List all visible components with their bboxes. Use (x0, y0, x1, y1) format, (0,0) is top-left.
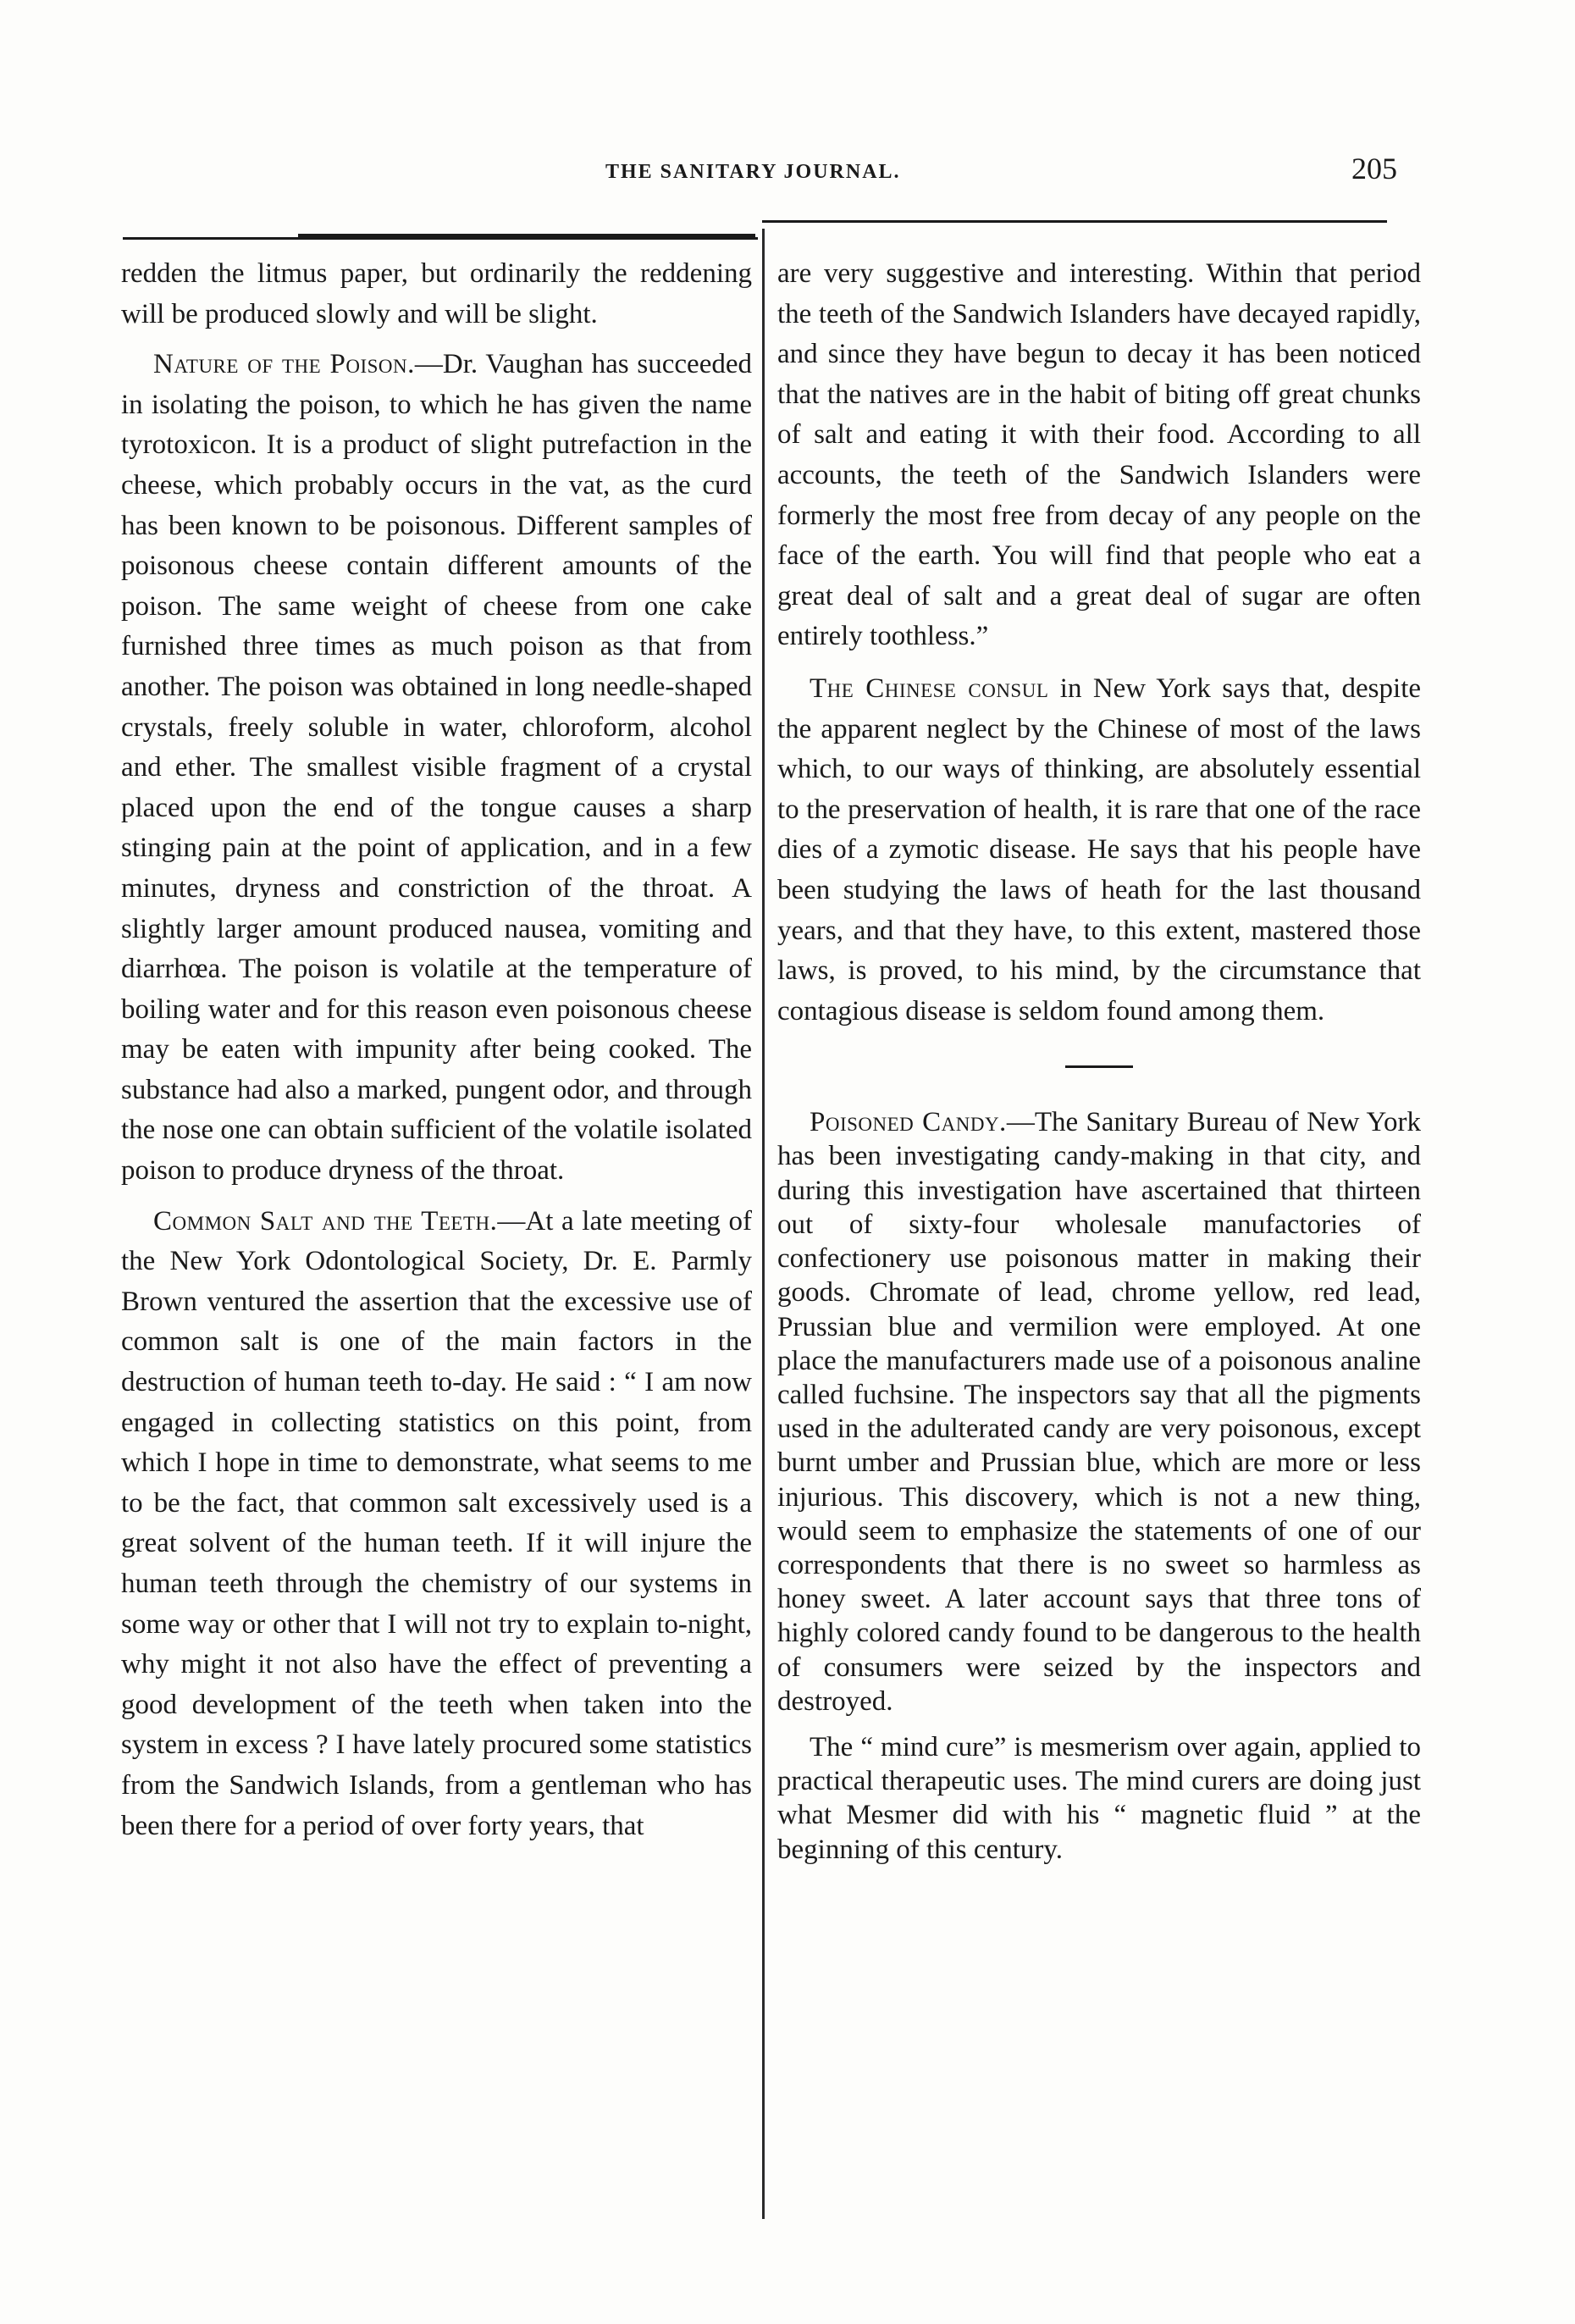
paragraph-text: redden the litmus paper, but ordinarily the reddening will be produced slowly and will be slight. (121, 258, 752, 329)
journal-title: THE SANITARY JOURNAL. (605, 161, 901, 183)
section-heading-poisoned-candy: Poisoned Candy. (810, 1107, 1007, 1138)
paragraph-text: —The Sanitary Bureau of New York has been investigating candy-making in that city, and during this investigation have ascertained that thirteen out of sixty-four wholesale manufactories of confectionery use poisonous matter in making their goods. Chromate of lead, chrome yellow, red lead, Prussian blue and vermilion were employed. At one place the manufacturers made use of a poisonous analine called fuchsine. The inspectors say that all the pigments used in the adulterated candy are very poisonous, except burnt umber and Prussian blue, which are more or less injurious. This discovery, which is not a new thing, would seem to emphasize the statements of one of our correspondents that there is no sweet so harmless as honey sweet. A later account says that three tons of highly colored candy found to be dangerous to the health of consumers were seized by the inspectors and destroyed. (777, 1107, 1421, 1717)
right-column (777, 254, 1421, 1867)
section-divider (1065, 1065, 1133, 1068)
paragraph-common-salt (121, 1202, 752, 1847)
paragraph-salt-continued (777, 254, 1421, 657)
paragraph-chinese-consul (777, 669, 1421, 1032)
paragraph-text: —At a late meeting of the New York Odontological Society, Dr. E. Parmly Brown ventured the assertion that the excessive use of common salt is one of the main factors in the destruction of human teeth to-day. He said : “ I am now engaged in collecting statistics on this point, from which I hope in time to demonstrate, what seems to me to be the fact, that common salt excessively used is a great solvent of the human teeth. If it will injure the human teeth through the chemistry of our systems in some way or other that I will not try to explain to-night, why might it not also have the effect of preventing a good development of the teeth when taken into the system in excess ? I have lately procured some statistics from the Sandwich Islands, from a gentleman who has been there for a period of over forty years, that (121, 1205, 752, 1841)
paragraph-litmus-continued (121, 254, 752, 335)
column-divider (762, 229, 765, 2219)
section-heading-nature-of-poison: Nature of the Poison. (153, 349, 415, 380)
section-heading-chinese-consul: The Chinese consul (810, 672, 1049, 704)
header-rule-left-thick (298, 234, 755, 237)
left-column (121, 254, 752, 1846)
running-head (0, 151, 1575, 193)
paragraph-poisoned-candy (777, 1105, 1421, 1718)
paragraph-nature-of-poison (121, 345, 752, 1191)
section-heading-common-salt: Common Salt and the Teeth. (153, 1205, 498, 1237)
header-rule-right (762, 220, 1387, 223)
paragraph-text: —Dr. Vaughan has succeeded in isolating the poison, to which he has given the name tyrotoxicon. It is a product of slight putrefaction in the cheese, which probably occurs in the vat, as the curd has been known to be poisonous. Different samples of poisonous cheese contain different amounts of the poison. The same weight of cheese from one cake furnished three times as much poison as that from another. The poison was obtained in long needle-shaped crystals, freely soluble in water, chloroform, alcohol and ether. The smallest visible fragment of a crystal placed upon the end of the tongue causes a sharp stinging pain at the point of application, and in a few minutes, dryness and constriction of the throat. A slightly larger amount produced nausea, vomiting and diarrhœa. The poison is volatile at the temperature of boiling water and for this reason even poisonous cheese may be eaten with impunity after being cooked. The substance had also a marked, pungent odor, and through the nose one can obtain sufficient of the volatile isolated poison to produce dryness of the throat. (121, 349, 752, 1187)
header-rule-left (123, 237, 758, 240)
paragraph-mind-cure (777, 1730, 1421, 1867)
paragraph-text: are very suggestive and interesting. Within that period the teeth of the Sandwich Islanders have decayed rapidly, and since they have begun to decay it has been noticed that the natives are in the habit of biting off great chunks of salt and eating it with their food. According to all accounts, the teeth of the Sandwich Islanders were formerly the most free from decay of any people on the face of the earth. You will find that people who eat a great deal of salt and a great deal of sugar are often entirely toothless.” (777, 258, 1421, 652)
paragraph-text: in New York says that, despite the apparent neglect by the Chinese of most of the laws which, to our ways of thinking, are absolutely essential to the preservation of health, it is rare that one of the race dies of a zymotic disease. He says that his people have been studying the laws of heath for the last thousand years, and that they have, to this extent, mastered those laws, is proved, to his mind, by the circumstance that contagious disease is seldom found among them. (777, 672, 1422, 1026)
paragraph-text: The “ mind cure” is mesmerism over again, applied to practical therapeutic uses. The mind curers are doing just what Mesmer did with his “ magnetic fluid ” at the beginning of this century. (777, 1731, 1421, 1865)
page-number: 205 (1351, 152, 1397, 185)
